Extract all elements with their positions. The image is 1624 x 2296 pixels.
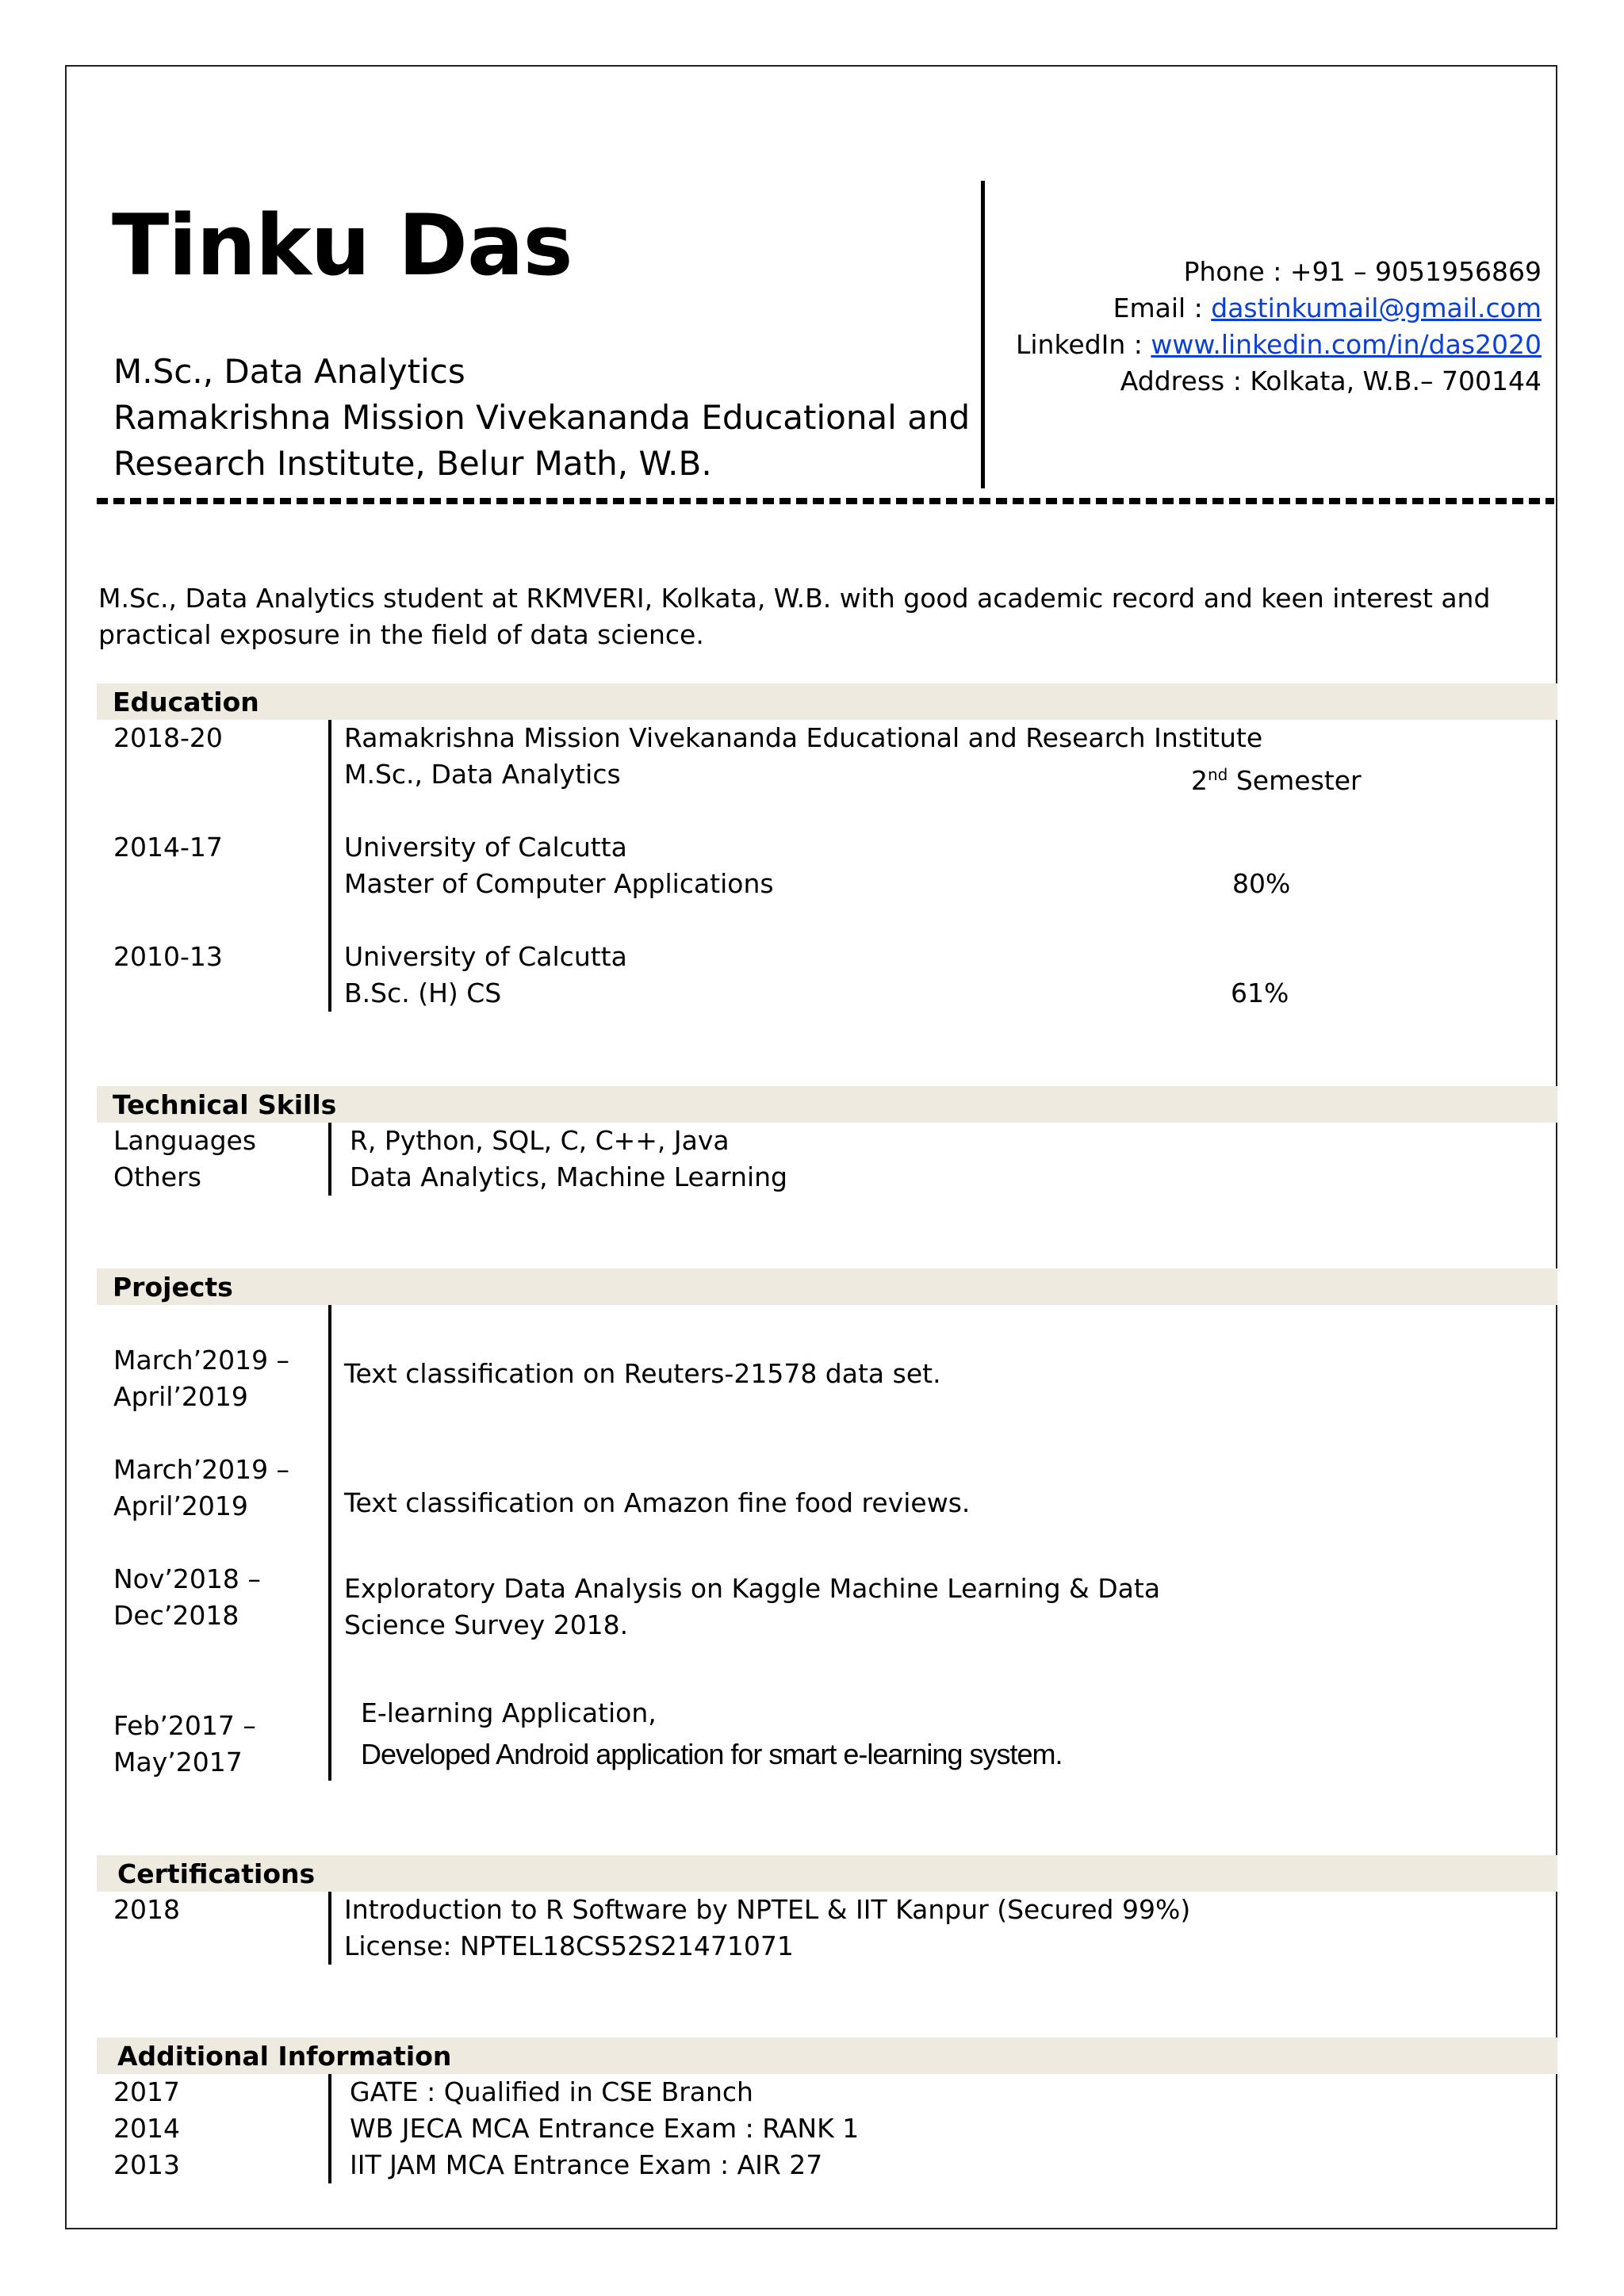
edu-years: 2014-17 (113, 832, 223, 863)
project-description-cont: Developed Android application for smart e-learning system. (361, 1738, 1063, 1770)
skills-header (97, 1086, 1557, 1123)
header-divider (981, 181, 985, 488)
project-date-start: March’2019 – (113, 1345, 290, 1376)
section-title: Certifications (117, 1858, 316, 1889)
cert-license: License: NPTEL18CS52S21471071 (344, 1931, 794, 1961)
project-date-start: March’2019 – (113, 1454, 290, 1485)
project-date-start: Feb’2017 – (113, 1710, 256, 1741)
linkedin-link[interactable]: www.linkedin.com/in/das2020 (1151, 329, 1542, 360)
edu-degree: Master of Computer Applications (344, 868, 774, 899)
contact-block (1016, 254, 1542, 400)
edu-score: 2nd Semester (1191, 765, 1362, 796)
phone: +91 – 9051956869 (1289, 256, 1542, 287)
edu-institution: Ramakrishna Mission Vivekananda Educational and Research Institute (344, 722, 1263, 753)
cert-year: 2018 (113, 1894, 180, 1925)
project-description: Text classification on Amazon fine food reviews. (344, 1487, 971, 1518)
skills-divider (328, 1123, 331, 1196)
edu-score: 80% (1232, 868, 1291, 899)
projects-divider (328, 1305, 331, 1781)
section-title: Projects (113, 1272, 233, 1303)
certifications-header (97, 1855, 1557, 1892)
degree: M.Sc., Data Analytics (113, 352, 465, 391)
phone-row: Phone : +91 – 9051956869 (1183, 256, 1542, 287)
certifications-divider (328, 1892, 331, 1965)
edu-degree: M.Sc., Data Analytics (344, 759, 621, 790)
edu-years: 2018-20 (113, 722, 223, 753)
section-title: Education (113, 687, 259, 718)
info-year: 2017 (113, 2076, 180, 2107)
address-row: Address : Kolkata, W.B.– 700144 (1120, 365, 1542, 396)
project-description: Exploratory Data Analysis on Kaggle Machine Learning & Data (344, 1573, 1161, 1604)
skill-value: R, Python, SQL, C, C++, Java (350, 1125, 730, 1156)
section-title: Additional Information (117, 2041, 452, 2072)
skill-label: Languages (113, 1125, 257, 1156)
info-text: WB JECA MCA Entrance Exam : RANK 1 (350, 2113, 860, 2144)
info-year: 2014 (113, 2113, 180, 2144)
candidate-name: Tinku Das (112, 197, 573, 294)
info-text: IIT JAM MCA Entrance Exam : AIR 27 (350, 2149, 823, 2180)
project-date-start: Nov’2018 – (113, 1563, 261, 1594)
email-row: Email : dastinkumail@gmail.com (1113, 293, 1542, 323)
education-header (97, 683, 1557, 720)
edu-institution: University of Calcutta (344, 832, 627, 863)
skill-value: Data Analytics, Machine Learning (350, 1161, 788, 1192)
project-date-end: April’2019 (113, 1490, 248, 1521)
additional-divider (328, 2074, 331, 2183)
additional-header (97, 2038, 1557, 2074)
info-text: GATE : Qualified in CSE Branch (350, 2076, 753, 2107)
edu-score: 61% (1231, 978, 1289, 1008)
institute-line-1: Ramakrishna Mission Vivekananda Educational and (113, 398, 971, 437)
projects-header (97, 1269, 1557, 1305)
skill-label: Others (113, 1161, 201, 1192)
edu-institution: University of Calcutta (344, 941, 627, 972)
cert-title: Introduction to R Software by NPTEL & IIT Kanpur (Secured 99%) (344, 1894, 1191, 1925)
project-description: Text classification on Reuters-21578 data set. (344, 1358, 941, 1389)
info-year: 2013 (113, 2149, 180, 2180)
education-divider (328, 720, 331, 1012)
project-date-end: May’2017 (113, 1747, 243, 1777)
section-title: Technical Skills (113, 1089, 337, 1120)
degree-block (113, 349, 970, 487)
linkedin-row: LinkedIn : www.linkedin.com/in/das2020 (1015, 329, 1542, 360)
project-date-end: Dec’2018 (113, 1600, 239, 1631)
project-description-cont: Science Survey 2018. (344, 1609, 629, 1640)
edu-degree: B.Sc. (H) CS (344, 978, 502, 1008)
project-date-end: April’2019 (113, 1381, 248, 1412)
address: Kolkata, W.B.– 700144 (1250, 365, 1542, 396)
institute-line-2: Research Institute, Belur Math, W.B. (113, 444, 712, 483)
summary: M.Sc., Data Analytics student at RKMVERI, Kolkata, W.B. with good academic record and keen interest and practical exposure in the field of data science. (98, 583, 1491, 650)
dashed-separator (97, 498, 1554, 504)
project-description: E-learning Application, (361, 1697, 657, 1728)
edu-years: 2010-13 (113, 941, 223, 972)
email-link[interactable]: dastinkumail@gmail.com (1211, 293, 1542, 323)
